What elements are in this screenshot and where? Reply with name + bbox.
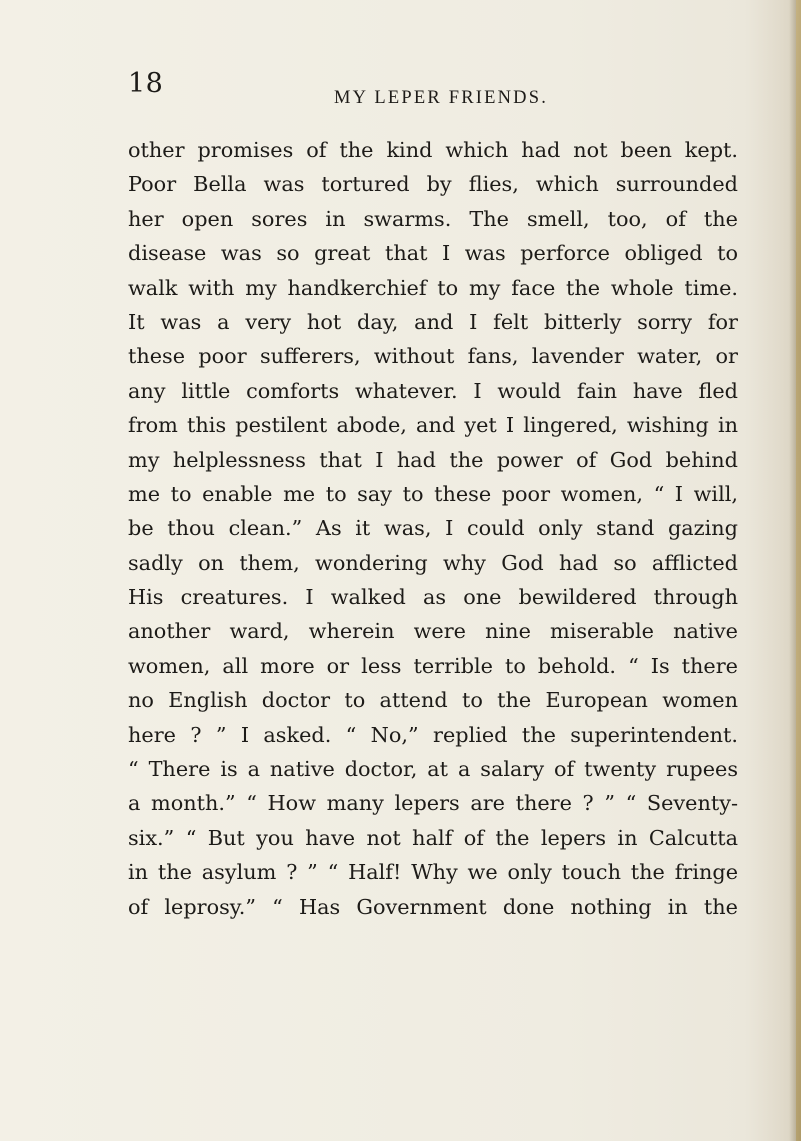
text-line: be thou clean.” As it was, I could only stand gazing (128, 516, 738, 541)
page-number: 18 (128, 68, 164, 99)
text-line: women, all more or less terrible to behold. “ Is there (128, 653, 738, 678)
text-line: in the asylum ? ” “ Half! Why we only touch the fringe (128, 860, 738, 885)
text-line: walk with my handkerchief to my face the whole time. (128, 275, 738, 300)
page-edge-binding (796, 0, 801, 1141)
text-line: His creatures. I walked as one bewildered through (128, 585, 738, 610)
text-line: me to enable me to say to these poor women, “ I will, (128, 481, 738, 506)
text-line: her open sores in swarms. The smell, too, of the (128, 206, 738, 231)
text-line: any little comforts whatever. I would fain have fled (128, 378, 738, 403)
text-line: of leprosy.” “ Has Government done nothing in the (128, 894, 738, 919)
text-line: no English doctor to attend to the European women (128, 688, 738, 713)
text-line: from this pestilent abode, and yet I lingered, wishing in (128, 413, 738, 438)
text-line: “ There is a native doctor, at a salary of twenty rupees (128, 757, 738, 782)
text-line: my helplessness that I had the power of God behind (128, 447, 738, 472)
running-head: MY LEPER FRIENDS. (334, 88, 549, 108)
text-line: Poor Bella was tortured by flies, which surrounded (128, 172, 738, 197)
text-line: six.” “ But you have not half of the lepers in Calcutta (128, 825, 738, 850)
text-line: these poor sufferers, without fans, lavender water, or (128, 344, 738, 369)
text-line: It was a very hot day, and I felt bitterly sorry for (128, 309, 738, 334)
text-line: sadly on them, wondering why God had so afflicted (128, 550, 738, 575)
text-line: here ? ” I asked. “ No,” replied the superintendent. (128, 722, 738, 747)
body-text (128, 133, 738, 924)
text-line: another ward, wherein were nine miserable native (128, 619, 738, 644)
text-line: other promises of the kind which had not been kept. (128, 138, 738, 162)
text-line: disease was so great that I was perforce obliged to (128, 241, 738, 266)
text-line: a month.” “ How many lepers are there ? ” “ Seventy- (128, 791, 738, 816)
